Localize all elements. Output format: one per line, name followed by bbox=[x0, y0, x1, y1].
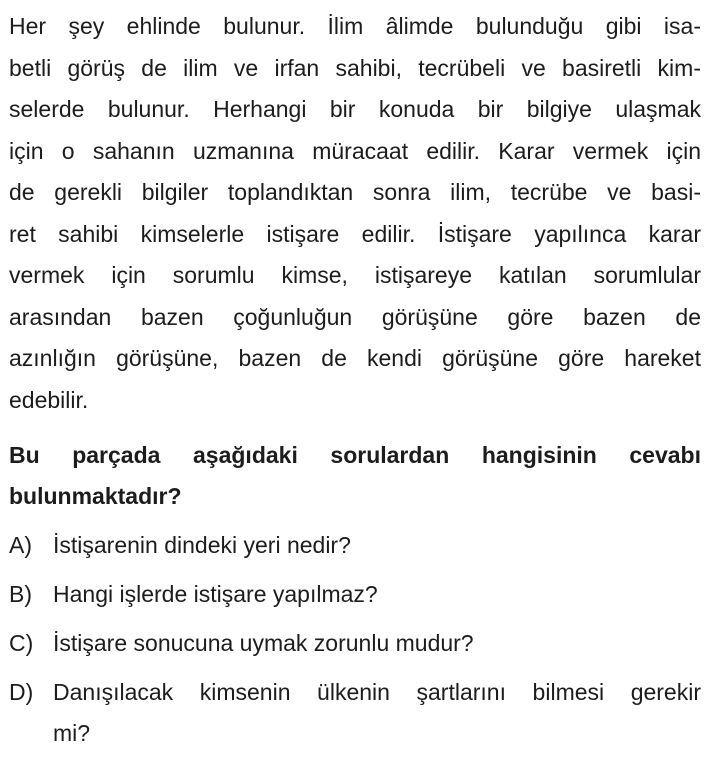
option-c[interactable] bbox=[9, 623, 701, 664]
option-text bbox=[53, 525, 701, 566]
question-stem bbox=[9, 435, 701, 517]
passage-line: betli görüş de ilim ve irfan sahibi, tecrübeli ve basiretli kim- bbox=[9, 54, 701, 81]
option-b[interactable] bbox=[9, 574, 701, 615]
question-line: Bu parçada aşağıdaki sorulardan hangisinin cevabı bbox=[9, 442, 701, 468]
option-text bbox=[53, 574, 701, 615]
option-line: İstişarenin dindeki yeri nedir? bbox=[53, 532, 351, 558]
reading-passage bbox=[9, 0, 701, 421]
option-d[interactable] bbox=[9, 672, 701, 754]
option-text bbox=[53, 623, 701, 664]
passage-line: için o sahanın uzmanına müracaat edilir. Karar vermek için bbox=[9, 137, 701, 164]
option-text bbox=[53, 672, 701, 754]
option-letter: C) bbox=[9, 630, 34, 656]
option-letter: D) bbox=[9, 679, 34, 705]
option-line: Danışılacak kimsenin ülkenin şartlarını bilmesi gerekir bbox=[53, 679, 701, 705]
question-line: bulunmaktadır? bbox=[9, 483, 182, 509]
passage-line: vermek için sorumlu kimse, istişareye katılan sorumlular bbox=[9, 262, 701, 288]
option-letter: B) bbox=[9, 581, 32, 607]
answer-options bbox=[9, 525, 701, 754]
passage-line: de gerekli bilgiler toplandıktan sonra ilim, tecrübe ve basi- bbox=[9, 179, 701, 205]
option-line: Hangi işlerde istişare yapılmaz? bbox=[53, 581, 378, 607]
passage-line: ret sahibi kimselerle istişare edilir. İstişare yapılınca karar bbox=[9, 220, 701, 247]
passage-line: selerde bulunur. Herhangi bir konuda bir bilgiye ulaşmak bbox=[9, 96, 701, 122]
option-a[interactable] bbox=[9, 525, 701, 566]
passage-line: edebilir. bbox=[9, 386, 89, 413]
passage-line: arasından bazen çoğunluğun görüşüne göre bazen de bbox=[9, 303, 701, 330]
option-letter: A) bbox=[9, 532, 32, 558]
passage-line: azınlığın görüşüne, bazen de kendi görüşüne göre hareket bbox=[9, 345, 701, 371]
option-line: İstişare sonucuna uymak zorunlu mudur? bbox=[53, 630, 474, 656]
option-line: mi? bbox=[53, 720, 91, 746]
question-page bbox=[9, 0, 701, 762]
passage-line: Her şey ehlinde bulunur. İlim âlimde bulunduğu gibi isa- bbox=[9, 13, 701, 39]
